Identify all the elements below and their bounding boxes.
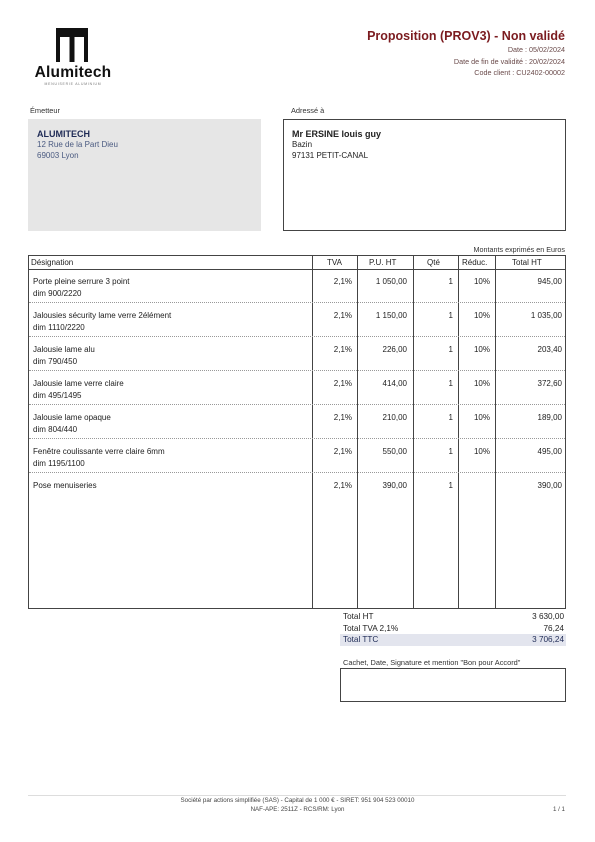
item-discount: 10%	[473, 447, 490, 456]
item-total: 1 035,00	[530, 311, 562, 320]
table-row	[29, 473, 565, 507]
document-title: Proposition (PROV3) - Non validé	[367, 29, 565, 43]
total-ttc-label: Total TTC	[343, 635, 379, 644]
item-name: Fenêtre coulissante verre claire 6mm	[33, 447, 165, 456]
item-total: 945,00	[537, 277, 562, 286]
logo-wordmark: Alumitech	[34, 64, 112, 81]
item-designation	[33, 446, 165, 469]
item-tva: 2,1%	[333, 379, 352, 388]
table-row	[29, 371, 565, 405]
item-unit-price: 210,00	[382, 413, 407, 422]
item-designation	[33, 344, 95, 367]
item-total: 372,60	[537, 379, 562, 388]
item-quantity: 1	[448, 345, 453, 354]
item-designation	[33, 310, 171, 333]
item-tva: 2,1%	[333, 447, 352, 456]
table-row	[29, 439, 565, 473]
item-total: 189,00	[537, 413, 562, 422]
item-quantity: 1	[448, 447, 453, 456]
item-designation	[33, 480, 97, 492]
item-name: Jalousie lame alu	[33, 345, 95, 354]
table-row	[29, 337, 565, 371]
item-dimensions: dim 1195/1100	[33, 458, 85, 468]
header-designation: Désignation	[31, 258, 74, 267]
item-discount: 10%	[473, 277, 490, 286]
table-header	[29, 256, 565, 270]
logo-tagline: MENUISERIE ALUMINIUM	[44, 82, 102, 86]
item-tva: 2,1%	[333, 413, 352, 422]
sender-address: 12 Rue de la Part Dieu	[37, 140, 118, 149]
item-name: Porte pleine serrure 3 point	[33, 277, 130, 286]
item-dimensions: dim 790/450	[33, 356, 78, 366]
item-designation	[33, 378, 124, 401]
item-name: Jalousie lame opaque	[33, 413, 111, 422]
sender-city: 69003 Lyon	[37, 151, 79, 160]
item-tva: 2,1%	[333, 277, 352, 286]
item-discount: 10%	[473, 345, 490, 354]
item-unit-price: 226,00	[382, 345, 407, 354]
signature-box[interactable]	[340, 668, 566, 702]
sender-box	[28, 119, 261, 231]
items-table	[28, 255, 566, 609]
totals-block	[340, 611, 566, 646]
item-discount: 10%	[473, 413, 490, 422]
item-quantity: 1	[448, 413, 453, 422]
total-ht-label: Total HT	[343, 612, 374, 621]
item-unit-price: 390,00	[382, 481, 407, 490]
item-dimensions: dim 804/440	[33, 424, 78, 434]
item-unit-price: 1 050,00	[375, 277, 407, 286]
sender-label: Émetteur	[30, 106, 60, 115]
item-designation	[33, 412, 111, 435]
item-total: 390,00	[537, 481, 562, 490]
header-discount: Réduc.	[462, 258, 488, 267]
recipient-box	[283, 119, 566, 231]
item-tva: 2,1%	[333, 311, 352, 320]
item-name: Jalousie lame verre claire	[33, 379, 124, 388]
item-quantity: 1	[448, 481, 453, 490]
recipient-label: Adressé à	[291, 106, 325, 115]
item-discount: 10%	[473, 379, 490, 388]
validity-date: Date de fin de validité : 20/02/2024	[453, 57, 565, 66]
total-tva-label: Total TVA 2,1%	[343, 623, 399, 633]
signature-label: Cachet, Date, Signature et mention "Bon pour Accord"	[343, 658, 521, 667]
item-unit-price: 414,00	[382, 379, 407, 388]
table-row	[29, 405, 565, 439]
document-date: Date : 05/02/2024	[507, 45, 565, 54]
recipient-line1: Bazin	[292, 140, 313, 149]
item-dimensions: dim 900/2220	[33, 288, 82, 298]
item-unit-price: 550,00	[382, 447, 407, 456]
header-quantity: Qté	[427, 258, 440, 267]
total-ht-row	[340, 611, 566, 623]
bracket-t-logo-icon	[56, 28, 88, 62]
item-tva: 2,1%	[333, 345, 352, 354]
item-designation	[33, 276, 130, 299]
footer-registration: NAF-APE: 2511Z - RCS/RM: Lyon	[250, 806, 345, 813]
item-name: Jalousies sécurity lame verre 2élément	[33, 311, 172, 320]
recipient-line2: 97131 PETIT-CANAL	[292, 151, 369, 160]
page-number: 1 / 1	[552, 806, 565, 813]
item-quantity: 1	[448, 379, 453, 388]
total-tva-value: 76,24	[543, 623, 564, 633]
total-tva-row	[340, 623, 566, 635]
header-unit-price: P.U. HT	[369, 258, 397, 267]
footer-divider	[28, 795, 566, 796]
item-dimensions: dim 495/1495	[33, 390, 82, 400]
item-tva: 2,1%	[333, 481, 352, 490]
item-discount: 10%	[473, 311, 490, 320]
item-unit-price: 1 150,00	[375, 311, 407, 320]
total-ttc-value: 3 706,24	[532, 635, 564, 644]
footer-company-info: Société par actions simplifiée (SAS) - Capital de 1 000 € - SIRET: 951 904 523 00010	[180, 797, 415, 804]
client-code: Code client : CU2402-00002	[474, 68, 565, 77]
item-total: 495,00	[537, 447, 562, 456]
item-dimensions: dim 1110/2220	[33, 322, 85, 332]
item-name: Pose menuiseries	[33, 481, 97, 490]
header-tva: TVA	[327, 258, 342, 267]
recipient-name: Mr ERSINE louis guy	[292, 129, 382, 139]
table-row	[29, 269, 565, 303]
amounts-note: Montants exprimés en Euros	[473, 245, 565, 254]
item-quantity: 1	[448, 311, 453, 320]
sender-name: ALUMITECH	[37, 129, 90, 139]
total-ht-value: 3 630,00	[532, 612, 564, 621]
header-total: Total HT	[512, 258, 542, 267]
total-ttc-row	[340, 634, 566, 646]
item-quantity: 1	[448, 277, 453, 286]
company-logo	[30, 28, 116, 90]
item-total: 203,40	[537, 345, 562, 354]
table-row	[29, 303, 565, 337]
